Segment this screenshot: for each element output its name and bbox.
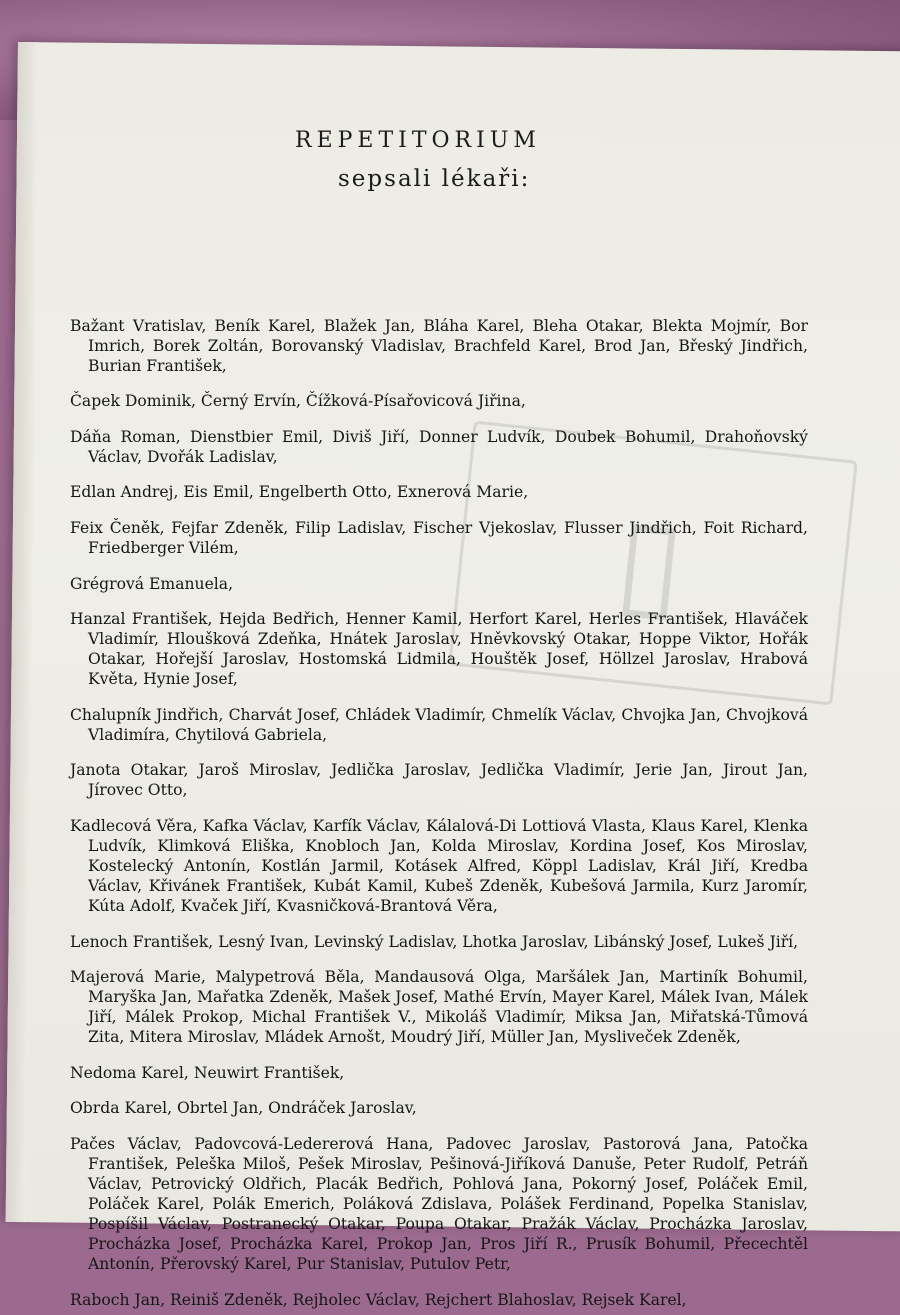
author-group-r: Raboch Jan, Reiniš Zdeněk, Rejholec Václav, Rejchert Blahoslav, Rejsek Karel, xyxy=(70,1290,687,1309)
author-group-f: Feix Čeněk, Fejfar Zdeněk, Filip Ladislav, Fischer Vjekoslav, Flusser Jindřich, Foit Richard, Friedberger Vilém, xyxy=(70,518,808,557)
author-group-d: Dáňa Roman, Dienstbier Emil, Diviš Jiří, Donner Ludvík, Doubek Bohumil, Drahoňovský Václav, Dvořák Ladislav, xyxy=(70,427,808,466)
author-group-o: Obrda Karel, Obrtel Jan, Ondráček Jaroslav, xyxy=(70,1099,417,1118)
author-group-m: Majerová Marie, Malypetrová Běla, Mandausová Olga, Maršálek Jan, Martiník Bohumil, Maryška Jan, Mařatka Zdeněk, Mašek Josef, Mathé Ervín, Mayer Karel, Málek Ivan, Málek Jiří, Málek Prokop, Michal František V., Mikoláš Vladimír, Miksa Jan, Miřatská-Tůmová Zita, Mitera Miroslav, Mládek Arnošt, Moudrý Jiří, Müller Jan, Mysliveček Zdeněk, xyxy=(70,968,808,1047)
author-group-e: Edlan Andrej, Eis Emil, Engelberth Otto, Exnerová Marie, xyxy=(70,483,529,502)
author-group-n: Nedoma Karel, Neuwirt František, xyxy=(70,1063,345,1082)
author-group-p: Pačes Václav, Padovcová-Ledererová Hana, Padovec Jaroslav, Pastorová Jana, Patočka František, Peleška Miloš, Pešek Miroslav, Pešinová-Jiříková Danuše, Peter Rudolf, Petráň Václav, Petrovický Oldřich, Placák Bedřich, Pohlová Jana, Pokorný Josef, Poláček Emil, Poláček Karel, Polák Emerich, Poláková Zdislava, Polášek Ferdinand, Popelka Stanislav, Pospíšil Václav, Postranecký Otakar, Poupa Otakar, Pražák Václav, Procházka Jaroslav, Procházka Josef, Procházka Karel, Prokop Jan, Pros Jiří R., Prusík Bohumil, Přecechtěl Antonín, Přerovský Karel, Pur Stanislav, Putulov Petr, xyxy=(70,1134,808,1273)
author-group-k: Kadlecová Věra, Kafka Václav, Karfík Václav, Kálalová-Di Lottiová Vlasta, Klaus Karel, Klenka Ludvík, Klimková Eliška, Knobloch Jan, Kolda Miroslav, Kordina Josef, Kos Miroslav, Kostelecký Antonín, Kostlán Jarmil, Kotásek Alfred, Köppl Ladislav, Král Jiří, Kredba Václav, Křivánek František, Kubát Kamil, Kubeš Zdeněk, Kubešová Jarmila, Kurz Jaromír, Kúta Adolf, Kvaček Jiří, Kvasničková-Brantová Věra, xyxy=(70,816,808,915)
page-spine-shadow xyxy=(6,42,38,1222)
author-group-c-caron: Čapek Dominik, Černý Ervín, Čížková-Písařovicová Jiřina, xyxy=(70,392,526,411)
author-group-ch: Chalupník Jindřich, Charvát Josef, Chládek Vladimír, Chmelík Václav, Chvojka Jan, Chvojková Vladimíra, Chytilová Gabriela, xyxy=(70,705,808,744)
author-group-j: Janota Otakar, Jaroš Miroslav, Jedlička Jaroslav, Jedlička Vladimír, Jerie Jan, Jirout Jan, Jírovec Otto, xyxy=(70,761,808,800)
author-group-b: Bažant Vratislav, Beník Karel, Blažek Jan, Bláha Karel, Bleha Otakar, Blekta Mojmír, Bor Imrich, Borek Zoltán, Borovanský Vladislav, Brachfeld Karel, Brod Jan, Břeský Jindřich, Burian František, xyxy=(70,316,808,375)
page-title: REPETITORIUM xyxy=(295,128,541,153)
author-list xyxy=(70,300,808,1315)
author-group-h: Hanzal František, Hejda Bedřich, Henner Kamil, Herfort Karel, Herles František, Hlaváček Vladimír, Hloušková Zdeňka, Hnátek Jaroslav, Hněvkovský Otakar, Hoppe Viktor, Hořák Otakar, Hořejší Jaroslav, Hostomská Lidmila, Houštěk Josef, Höllzel Jaroslav, Hrabová Květa, Hynie Josef, xyxy=(70,610,808,689)
author-group-g: Grégrová Emanuela, xyxy=(70,574,234,593)
page-subtitle: sepsali lékaři: xyxy=(338,166,531,192)
watermark-stamp: ▯ xyxy=(448,420,858,705)
author-group-l: Lenoch František, Lesný Ivan, Levinský Ladislav, Lhotka Jaroslav, Libánský Josef, Lukeš Jiří, xyxy=(70,932,799,951)
